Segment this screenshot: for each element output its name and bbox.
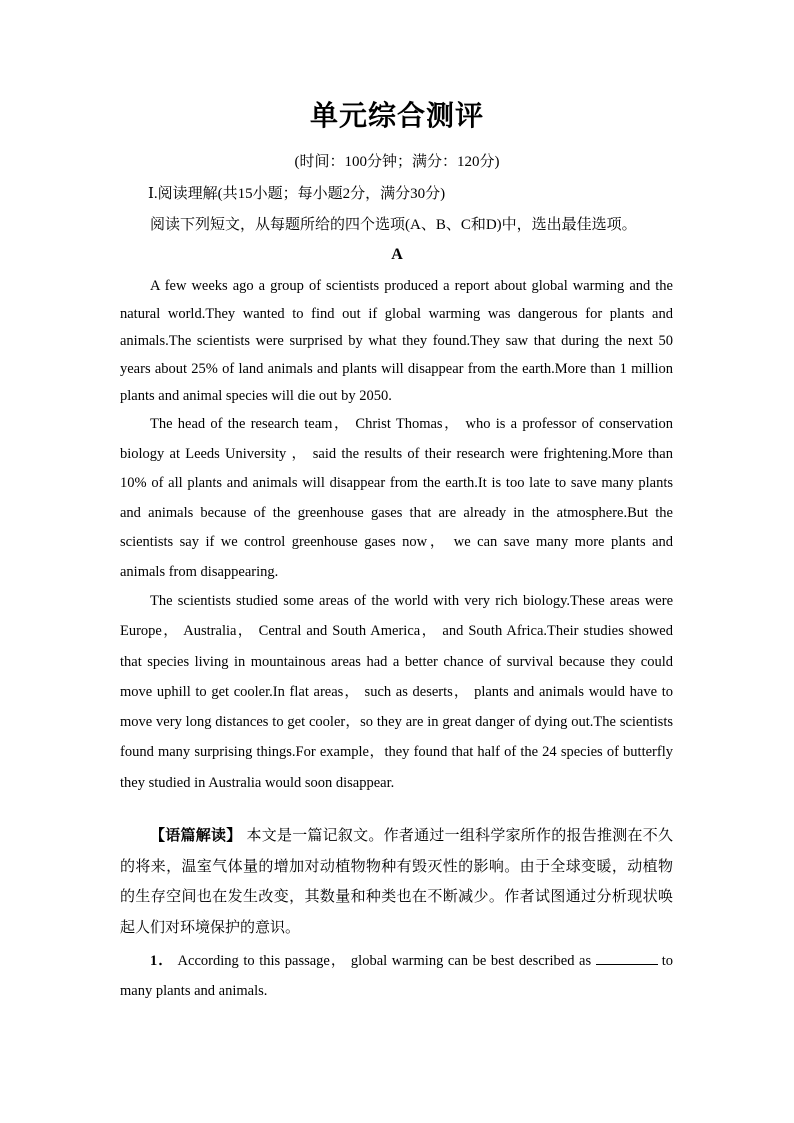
passage-paragraph-1: A few weeks ago a group of scientists produced a report about global warming and the natural world.They wanted to find out if global warming was dangerous for plants and animals.The scientists were surprised by what they found.They saw that during the next 50 years about 25% of land animals and plants will disappear from the earth.More than 1 million plants and animal species will die out by 2050. (120, 278, 673, 404)
passage-paragraph-3: The scientists studied some areas of the world with very rich biology.These areas were Europe， Australia， Central and South America， and South Africa.Their studies showed that species living in mountainous areas had a better chance of survival because they could move uphill to get cooler.In flat areas， such as deserts， plants and animals would have to move very long distances to get cooler，so they are in great danger of dying out.The scientists found many surprising things.For example，they found that half of the 24 species of butterfly they studied in Australia would soon disappear. (120, 593, 673, 791)
passage-paragraph-2: The head of the research team， Christ Thomas， who is a professor of conservation biology at Leeds University ， said the results of their research were frightening.More than 10% of all plants and animals will disappear from the earth.It is too late to save many plants and animals because of the greenhouse gases that are already in the atmosphere.But the scientists say if we control greenhouse gases now， we can save many more plants and animals from disappearing. (120, 416, 673, 580)
analysis-text: 本文是一篇记叙文。作者通过一组科学家所作的报告推测在不久的将来，温室气体量的增加对动植物物种有毁灭性的影响。由于全球变暖，动植物的生存空间也在发生改变，其数量和种类也在不断减少。作者试图通过分析现状唤起人们对环境保护的意识。 (120, 826, 673, 936)
section-heading: Ⅰ.阅读理解(共15小题；每小题2分，满分30分) (148, 186, 446, 202)
passage-label: A (391, 246, 403, 263)
question-stem-end: to many plants and animals. (120, 953, 674, 999)
answer-blank (596, 963, 658, 965)
question-stem: According to this passage， global warming can be best described as (177, 953, 592, 969)
section-instruction: 阅读下列短文，从每题所给的四个选项(A、B、C和D)中，选出最佳选项。 (150, 217, 637, 233)
analysis-paragraph (120, 820, 673, 942)
exam-info: (时间：100分钟；满分：120分) (294, 154, 500, 170)
page-title: 单元综合测评 (309, 99, 484, 132)
analysis-label: 【语篇解读】 (150, 826, 242, 844)
question-1 (120, 947, 673, 1006)
question-number: 1． (150, 953, 174, 969)
